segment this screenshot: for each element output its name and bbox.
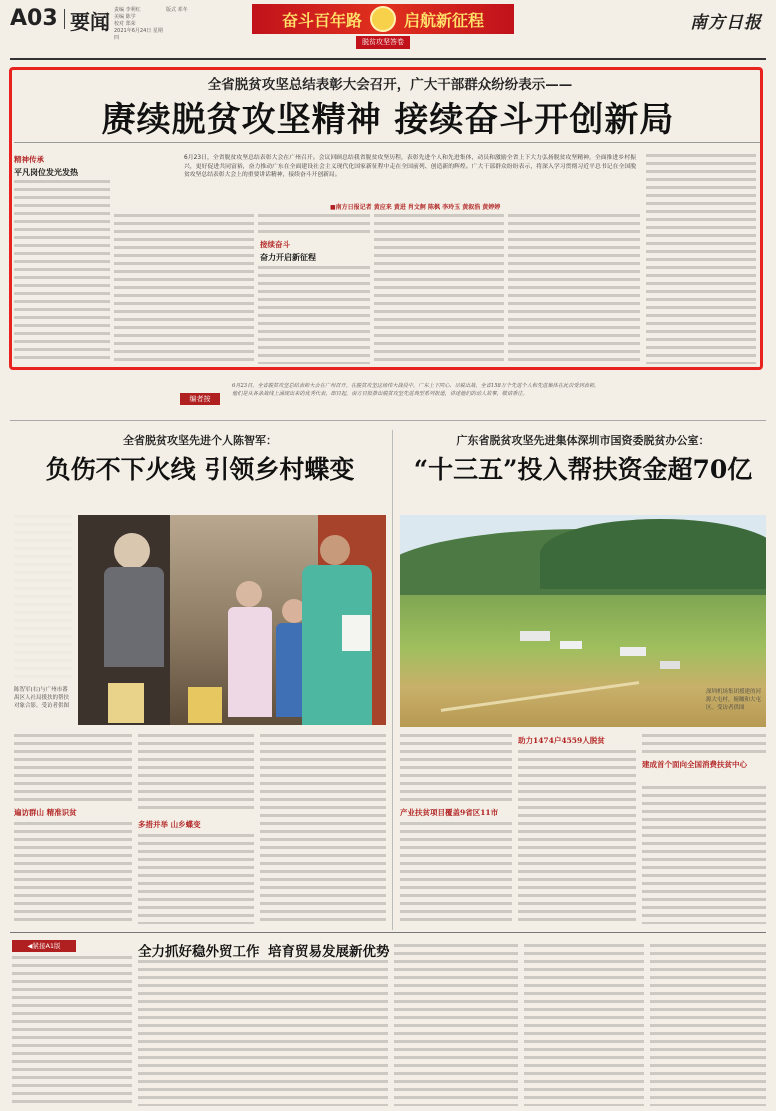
newspaper-page: A03 要闻 责编 李利红 美编 陈学 校对 郑荣 2021年6月24日 星期四 版式 邓冬 奋斗百年路 启航新征程 脱贫攻坚答卷 南方日报 全省脱贫攻坚总结表彰大会召开，广大干部群众纷纷表示—— 赓续脱贫攻坚精神 接续奋斗开创新局 精神传承 平凡岗位发光发热 6月23日，全省脱贫攻坚总结表彰大会在广州召开。会议回顾总结我省脱贫攻坚历程，表彰先进个人和先进集体，动员和激励全省上下大力弘扬脱贫攻坚精神，全面推进乡村振兴，更好促进共同富裕，奋力推动广东在全面建设社会主义现代化国家新征程中走在全国前列、创造新的辉煌。广大干部群众纷纷表示，将深入学习贯彻习近平总书记在全国脱贫攻坚总结表彰大会上的重要讲话精神，接续奋斗开创新局。 ■南方日报记者 黄应来 黄进 肖文舸 陈枫 李玲玉 黄叙浩 黄婷婷 接续奋斗 奋力开启新征程 编者按 6月23日，全省脱贫攻坚总结表彰大会在广州召开。在脱贫攻坚这场伟大战役中，广东上下同心、尽锐出战，全省158万个先进个人和先进集体在此次受到表彰，他们是从各条战线上涌现出来的优秀代表，即日起，南方日报推出脱贫攻坚先进典型系列报道，讲述他们的动人故事，敬请垂注。 全省脱贫攻坚先进个人陈智军： 负伤不下火线 引领乡村蝶变 陈智军(右)与广州市番禺区人社局援扶的帮扶对象合影。受访者供图 遍访群山 精准识贫 多措并举 山乡蝶变 广东省脱贫攻坚先进集体深圳市国资委脱贫办公室： “十三五”投入帮扶资金超70亿 深圳机场集团援建的河源大屯村，俯瞰和大屯区。受访者供图 产业扶贫项目覆盖9省区11市 助力1474户4559人脱贫 建成首个面向全国消费扶贫中心 ◀紧接A1版 全力抓好稳外贸工作 培育贸易发展新优势 [0, 0, 776, 1111]
lead-headline: 赓续脱贫攻坚精神 接续奋斗开创新局 [101, 100, 675, 140]
left-headline: 负伤不下火线 引领乡村蝶变 [45, 455, 355, 484]
centenary-badge-icon [370, 6, 396, 32]
banner-right: 启航新征程 [404, 10, 485, 30]
lead-side-title: 平凡岗位发光发热 [14, 168, 78, 177]
masthead-rule [10, 58, 766, 60]
right-photo-caption: 深圳机场集团援建的河源大屯村，俯瞰和大屯区。受访者供图 [706, 689, 762, 711]
banner-left: 奋斗百年路 [281, 10, 362, 30]
page-label: 要闻 [70, 10, 110, 34]
lead-side-label: 精神传承 [14, 155, 44, 164]
masthead-divider [64, 9, 65, 29]
right-column-1 [400, 734, 512, 804]
right-column-2 [518, 750, 636, 924]
bottom-headline-1: 全力抓好稳外贸工作 [138, 944, 260, 960]
left-photo [78, 515, 386, 725]
bottom-headline-2: 培育贸易发展新优势 [268, 944, 390, 960]
right-headline: “十三五”投入帮扶资金超70亿 [413, 455, 753, 484]
continued-tag: ◀紧接A1版 [12, 940, 76, 952]
banner-sub: 脱贫攻坚答卷 [356, 36, 410, 49]
village-houses [520, 631, 550, 641]
lead-intro: 6月23日，全省脱贫攻坚总结表彰大会在广州召开。会议回顾总结我省脱贫攻坚历程，表彰先进个人和先进集体，动员和激励全省上下大力弘扬脱贫攻坚精神，全面推进乡村振兴，更好促进共同富裕，奋力推动广东在全面建设社会主义现代化国家新征程中走在全国前列、创造新的辉煌。广大干部群众纷纷表示，将深入学习贯彻习近平总书记在全国脱贫攻坚总结表彰大会上的重要讲话精神，接续奋斗开创新局。 [184, 155, 636, 179]
left-column-1 [14, 734, 132, 802]
left-sub2: 多措并举 山乡蝶变 [138, 820, 201, 829]
banner [252, 4, 514, 34]
lead-byline: ■南方日报记者 黄应来 黄进 肖文舸 陈枫 李玲玉 黄叙浩 黄婷婷 [330, 204, 501, 211]
left-photo-caption: 陈智军(右)与广州市番禺区人社局援扶的帮扶对象合影。受访者供图 [14, 687, 70, 709]
masthead-logo: 南方日报 [690, 13, 762, 33]
right-sub1: 助力1474户4559人脱贫 [518, 736, 605, 745]
right-column-3 [642, 734, 766, 756]
left-sub1: 遍访群山 精准识贫 [14, 808, 77, 817]
girl [236, 581, 262, 607]
left-column-3 [260, 734, 386, 924]
editor-credits: 责编 李利红 美编 陈学 校对 郑荣 2021年6月24日 星期四 [114, 7, 163, 41]
man-with-papers [320, 535, 350, 565]
elderly-woman [114, 533, 150, 569]
lead-highlight-frame [9, 67, 763, 370]
lead-sub1-label: 接续奋斗 [260, 240, 290, 249]
editor-note-text: 6月23日，全省脱贫攻坚总结表彰大会在广州召开。在脱贫攻坚这场伟大战役中，广东上下同心、尽锐出战，全省158万个先进个人和先进集体在此次受到表彰，他们是从各条战线上涌现出来的优秀代表，即日起，南方日报推出脱贫攻坚先进典型系列报道，讲述他们的动人故事，敬请垂注。 [232, 383, 600, 397]
editor-note-tag: 编者按 [180, 393, 220, 405]
left-kicker: 全省脱贫攻坚先进个人陈智军： [123, 434, 277, 447]
right-sub3: 建成首个面向全国消费扶贫中心 [642, 760, 747, 769]
right-sub2: 产业扶贫项目覆盖9省区11市 [400, 808, 499, 817]
left-column-2 [138, 734, 254, 814]
lead-kicker: 全省脱贫攻坚总结表彰大会召开，广大干部群众纷纷表示—— [207, 77, 573, 93]
page-code: A03 [10, 6, 58, 31]
right-kicker: 广东省脱贫攻坚先进集体深圳市国资委脱贫办公室： [456, 434, 710, 447]
lead-sub1-title: 奋力开启新征程 [260, 253, 316, 262]
